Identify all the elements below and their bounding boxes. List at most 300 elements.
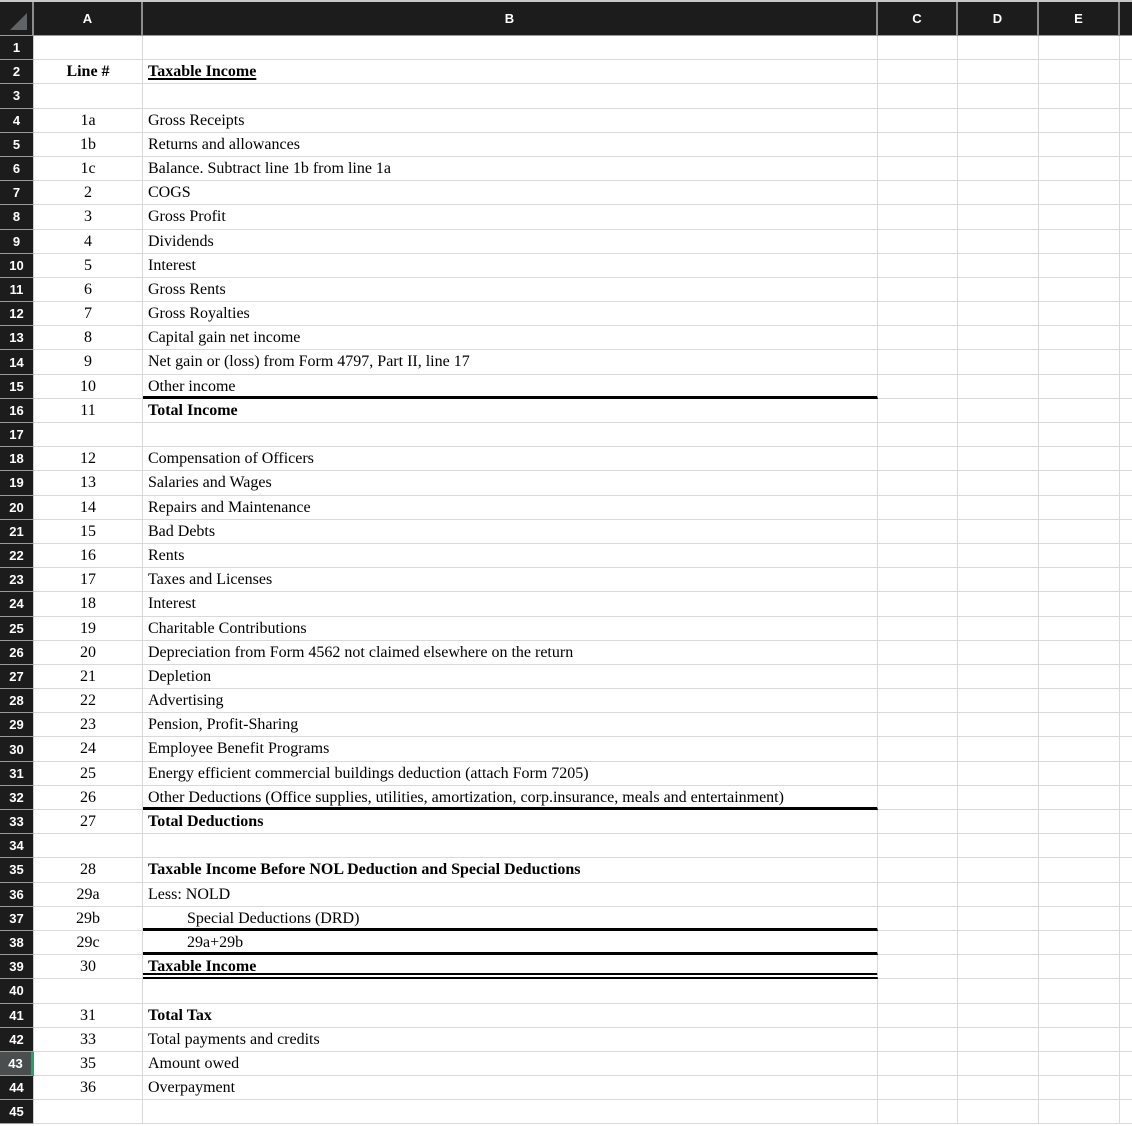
- row-header[interactable]: 25: [0, 617, 34, 641]
- cell-f7[interactable]: [1120, 181, 1132, 205]
- cell-e9[interactable]: [1039, 230, 1120, 254]
- cell-b38[interactable]: 29a+29b: [143, 931, 878, 955]
- cell-c17[interactable]: [878, 423, 958, 447]
- cell-e8[interactable]: [1039, 205, 1120, 229]
- cell-a36[interactable]: 29a: [34, 883, 143, 907]
- cell-a43[interactable]: 35: [34, 1052, 143, 1076]
- cell-d23[interactable]: [958, 568, 1039, 592]
- cell-d5[interactable]: [958, 133, 1039, 157]
- cell-a30[interactable]: 24: [34, 737, 143, 761]
- cell-c25[interactable]: [878, 617, 958, 641]
- row-header[interactable]: 27: [0, 665, 34, 689]
- cell-e18[interactable]: [1039, 447, 1120, 471]
- cell-c32[interactable]: [878, 786, 958, 810]
- cell-c22[interactable]: [878, 544, 958, 568]
- cell-e39[interactable]: [1039, 955, 1120, 979]
- row-header[interactable]: 14: [0, 350, 34, 374]
- column-header-b[interactable]: B: [143, 2, 878, 35]
- row-header[interactable]: 33: [0, 810, 34, 834]
- cell-c6[interactable]: [878, 157, 958, 181]
- cell-c4[interactable]: [878, 109, 958, 133]
- cell-f32[interactable]: [1120, 786, 1132, 810]
- row-header[interactable]: 3: [0, 84, 34, 108]
- cell-e28[interactable]: [1039, 689, 1120, 713]
- cell-a7[interactable]: 2: [34, 181, 143, 205]
- cell-d18[interactable]: [958, 447, 1039, 471]
- column-header-partial[interactable]: [1120, 2, 1132, 35]
- row-header[interactable]: 44: [0, 1076, 34, 1100]
- cell-a9[interactable]: 4: [34, 230, 143, 254]
- row-header[interactable]: 7: [0, 181, 34, 205]
- cell-d45[interactable]: [958, 1100, 1039, 1124]
- cell-a11[interactable]: 6: [34, 278, 143, 302]
- cell-e10[interactable]: [1039, 254, 1120, 278]
- cell-b9[interactable]: Dividends: [143, 230, 878, 254]
- row-header[interactable]: 4: [0, 109, 34, 133]
- cell-c35[interactable]: [878, 858, 958, 882]
- row-header[interactable]: 19: [0, 471, 34, 495]
- cell-c43[interactable]: [878, 1052, 958, 1076]
- cell-d1[interactable]: [958, 36, 1039, 60]
- cell-b12[interactable]: Gross Royalties: [143, 302, 878, 326]
- cell-e3[interactable]: [1039, 84, 1120, 108]
- cell-c40[interactable]: [878, 979, 958, 1003]
- cell-d14[interactable]: [958, 350, 1039, 374]
- cell-d17[interactable]: [958, 423, 1039, 447]
- cell-d13[interactable]: [958, 326, 1039, 350]
- cell-a12[interactable]: 7: [34, 302, 143, 326]
- cell-e4[interactable]: [1039, 109, 1120, 133]
- cell-c7[interactable]: [878, 181, 958, 205]
- cell-d41[interactable]: [958, 1004, 1039, 1028]
- cell-b17[interactable]: [143, 423, 878, 447]
- cell-b29[interactable]: Pension, Profit-Sharing: [143, 713, 878, 737]
- cell-a41[interactable]: 31: [34, 1004, 143, 1028]
- row-header[interactable]: 42: [0, 1028, 34, 1052]
- cell-b6[interactable]: Balance. Subtract line 1b from line 1a: [143, 157, 878, 181]
- cell-b4[interactable]: Gross Receipts: [143, 109, 878, 133]
- cell-c36[interactable]: [878, 883, 958, 907]
- cell-f45[interactable]: [1120, 1100, 1132, 1124]
- cell-a2[interactable]: Line #: [34, 60, 143, 84]
- row-header[interactable]: 41: [0, 1004, 34, 1028]
- cell-b32[interactable]: Other Deductions (Office supplies, utilities, amortization, corp.insurance, meals and entertainment): [143, 786, 878, 810]
- row-header[interactable]: 29: [0, 713, 34, 737]
- cell-b26[interactable]: Depreciation from Form 4562 not claimed elsewhere on the return: [143, 641, 878, 665]
- cell-a17[interactable]: [34, 423, 143, 447]
- cell-a18[interactable]: 12: [34, 447, 143, 471]
- select-all-corner[interactable]: [0, 2, 34, 35]
- cell-c11[interactable]: [878, 278, 958, 302]
- cell-d44[interactable]: [958, 1076, 1039, 1100]
- cell-a4[interactable]: 1a: [34, 109, 143, 133]
- cell-f26[interactable]: [1120, 641, 1132, 665]
- row-header[interactable]: 22: [0, 544, 34, 568]
- cell-b22[interactable]: Rents: [143, 544, 878, 568]
- cell-c28[interactable]: [878, 689, 958, 713]
- row-header[interactable]: 26: [0, 641, 34, 665]
- cell-d28[interactable]: [958, 689, 1039, 713]
- cell-a8[interactable]: 3: [34, 205, 143, 229]
- row-header[interactable]: 24: [0, 592, 34, 616]
- cell-d29[interactable]: [958, 713, 1039, 737]
- row-header[interactable]: 8: [0, 205, 34, 229]
- cell-b8[interactable]: Gross Profit: [143, 205, 878, 229]
- cell-c1[interactable]: [878, 36, 958, 60]
- cell-a31[interactable]: 25: [34, 762, 143, 786]
- cell-e5[interactable]: [1039, 133, 1120, 157]
- row-header[interactable]: 10: [0, 254, 34, 278]
- cell-f31[interactable]: [1120, 762, 1132, 786]
- cell-b3[interactable]: [143, 84, 878, 108]
- cell-b24[interactable]: Interest: [143, 592, 878, 616]
- cell-b30[interactable]: Employee Benefit Programs: [143, 737, 878, 761]
- cell-d7[interactable]: [958, 181, 1039, 205]
- cell-b13[interactable]: Capital gain net income: [143, 326, 878, 350]
- cell-d15[interactable]: [958, 375, 1039, 399]
- cell-c14[interactable]: [878, 350, 958, 374]
- cell-f34[interactable]: [1120, 834, 1132, 858]
- cell-e26[interactable]: [1039, 641, 1120, 665]
- row-header[interactable]: 37: [0, 907, 34, 931]
- cell-c19[interactable]: [878, 471, 958, 495]
- cell-f10[interactable]: [1120, 254, 1132, 278]
- cell-f16[interactable]: [1120, 399, 1132, 423]
- cell-d3[interactable]: [958, 84, 1039, 108]
- row-header[interactable]: 35: [0, 858, 34, 882]
- cell-c18[interactable]: [878, 447, 958, 471]
- cell-e44[interactable]: [1039, 1076, 1120, 1100]
- column-header-d[interactable]: D: [958, 2, 1039, 35]
- cell-c21[interactable]: [878, 520, 958, 544]
- cell-f23[interactable]: [1120, 568, 1132, 592]
- cell-e40[interactable]: [1039, 979, 1120, 1003]
- cell-e11[interactable]: [1039, 278, 1120, 302]
- cell-e32[interactable]: [1039, 786, 1120, 810]
- cell-b40[interactable]: [143, 979, 878, 1003]
- cell-e1[interactable]: [1039, 36, 1120, 60]
- cell-e24[interactable]: [1039, 592, 1120, 616]
- cell-f43[interactable]: [1120, 1052, 1132, 1076]
- cell-f40[interactable]: [1120, 979, 1132, 1003]
- cell-b18[interactable]: Compensation of Officers: [143, 447, 878, 471]
- cell-a32[interactable]: 26: [34, 786, 143, 810]
- cell-f20[interactable]: [1120, 496, 1132, 520]
- row-header[interactable]: 6: [0, 157, 34, 181]
- cell-e38[interactable]: [1039, 931, 1120, 955]
- cell-b27[interactable]: Depletion: [143, 665, 878, 689]
- cell-a21[interactable]: 15: [34, 520, 143, 544]
- cell-f8[interactable]: [1120, 205, 1132, 229]
- cell-c34[interactable]: [878, 834, 958, 858]
- cell-f19[interactable]: [1120, 471, 1132, 495]
- cell-a35[interactable]: 28: [34, 858, 143, 882]
- row-header[interactable]: 32: [0, 786, 34, 810]
- cell-e35[interactable]: [1039, 858, 1120, 882]
- cell-d33[interactable]: [958, 810, 1039, 834]
- row-header[interactable]: 31: [0, 762, 34, 786]
- cell-a22[interactable]: 16: [34, 544, 143, 568]
- cell-a6[interactable]: 1c: [34, 157, 143, 181]
- cell-b31[interactable]: Energy efficient commercial buildings deduction (attach Form 7205): [143, 762, 878, 786]
- cell-e27[interactable]: [1039, 665, 1120, 689]
- cell-d38[interactable]: [958, 931, 1039, 955]
- cell-c45[interactable]: [878, 1100, 958, 1124]
- cell-e7[interactable]: [1039, 181, 1120, 205]
- cell-f9[interactable]: [1120, 230, 1132, 254]
- column-header-a[interactable]: A: [34, 2, 143, 35]
- cell-c8[interactable]: [878, 205, 958, 229]
- cell-f17[interactable]: [1120, 423, 1132, 447]
- row-header[interactable]: 18: [0, 447, 34, 471]
- cell-a26[interactable]: 20: [34, 641, 143, 665]
- row-header[interactable]: 23: [0, 568, 34, 592]
- cell-f4[interactable]: [1120, 109, 1132, 133]
- cell-e23[interactable]: [1039, 568, 1120, 592]
- cell-d16[interactable]: [958, 399, 1039, 423]
- cell-c5[interactable]: [878, 133, 958, 157]
- cell-f42[interactable]: [1120, 1028, 1132, 1052]
- cell-a3[interactable]: [34, 84, 143, 108]
- cell-a10[interactable]: 5: [34, 254, 143, 278]
- cell-c12[interactable]: [878, 302, 958, 326]
- cell-e34[interactable]: [1039, 834, 1120, 858]
- cell-e36[interactable]: [1039, 883, 1120, 907]
- row-header[interactable]: 5: [0, 133, 34, 157]
- cell-f22[interactable]: [1120, 544, 1132, 568]
- cell-b15[interactable]: Other income: [143, 375, 878, 399]
- cell-c23[interactable]: [878, 568, 958, 592]
- cell-a13[interactable]: 8: [34, 326, 143, 350]
- row-header[interactable]: 15: [0, 375, 34, 399]
- cell-c42[interactable]: [878, 1028, 958, 1052]
- row-header[interactable]: 34: [0, 834, 34, 858]
- cell-a5[interactable]: 1b: [34, 133, 143, 157]
- cell-f37[interactable]: [1120, 907, 1132, 931]
- cell-e2[interactable]: [1039, 60, 1120, 84]
- cell-f25[interactable]: [1120, 617, 1132, 641]
- cell-c29[interactable]: [878, 713, 958, 737]
- cell-c15[interactable]: [878, 375, 958, 399]
- cell-c30[interactable]: [878, 737, 958, 761]
- cell-f14[interactable]: [1120, 350, 1132, 374]
- cell-d40[interactable]: [958, 979, 1039, 1003]
- cell-f15[interactable]: [1120, 375, 1132, 399]
- cell-e43[interactable]: [1039, 1052, 1120, 1076]
- column-header-c[interactable]: C: [878, 2, 958, 35]
- cell-c13[interactable]: [878, 326, 958, 350]
- cell-b45[interactable]: [143, 1100, 878, 1124]
- cell-e41[interactable]: [1039, 1004, 1120, 1028]
- cell-a40[interactable]: [34, 979, 143, 1003]
- cell-f28[interactable]: [1120, 689, 1132, 713]
- cell-e6[interactable]: [1039, 157, 1120, 181]
- cell-a44[interactable]: 36: [34, 1076, 143, 1100]
- row-header[interactable]: 13: [0, 326, 34, 350]
- cell-d37[interactable]: [958, 907, 1039, 931]
- cell-a27[interactable]: 21: [34, 665, 143, 689]
- cell-c9[interactable]: [878, 230, 958, 254]
- cell-e17[interactable]: [1039, 423, 1120, 447]
- cell-a33[interactable]: 27: [34, 810, 143, 834]
- cell-e16[interactable]: [1039, 399, 1120, 423]
- cell-b19[interactable]: Salaries and Wages: [143, 471, 878, 495]
- cell-a20[interactable]: 14: [34, 496, 143, 520]
- cell-f3[interactable]: [1120, 84, 1132, 108]
- cell-b39[interactable]: Taxable Income: [143, 955, 878, 979]
- cell-f36[interactable]: [1120, 883, 1132, 907]
- cell-c2[interactable]: [878, 60, 958, 84]
- cell-d19[interactable]: [958, 471, 1039, 495]
- cell-c38[interactable]: [878, 931, 958, 955]
- cell-b42[interactable]: Total payments and credits: [143, 1028, 878, 1052]
- cell-c20[interactable]: [878, 496, 958, 520]
- cell-d32[interactable]: [958, 786, 1039, 810]
- cell-d36[interactable]: [958, 883, 1039, 907]
- row-header[interactable]: 1: [0, 36, 34, 60]
- cell-a23[interactable]: 17: [34, 568, 143, 592]
- cell-a45[interactable]: [34, 1100, 143, 1124]
- cell-a39[interactable]: 30: [34, 955, 143, 979]
- cell-e25[interactable]: [1039, 617, 1120, 641]
- cell-f27[interactable]: [1120, 665, 1132, 689]
- cell-d24[interactable]: [958, 592, 1039, 616]
- cell-c10[interactable]: [878, 254, 958, 278]
- column-header-e[interactable]: E: [1039, 2, 1120, 35]
- row-header[interactable]: 12: [0, 302, 34, 326]
- row-header[interactable]: 17: [0, 423, 34, 447]
- cell-d26[interactable]: [958, 641, 1039, 665]
- cell-d35[interactable]: [958, 858, 1039, 882]
- cell-a19[interactable]: 13: [34, 471, 143, 495]
- cell-b36[interactable]: Less: NOLD: [143, 883, 878, 907]
- cell-f2[interactable]: [1120, 60, 1132, 84]
- cell-f33[interactable]: [1120, 810, 1132, 834]
- cell-f29[interactable]: [1120, 713, 1132, 737]
- cell-b1[interactable]: [143, 36, 878, 60]
- cell-d27[interactable]: [958, 665, 1039, 689]
- cell-d21[interactable]: [958, 520, 1039, 544]
- cell-b44[interactable]: Overpayment: [143, 1076, 878, 1100]
- cell-a1[interactable]: [34, 36, 143, 60]
- cell-d20[interactable]: [958, 496, 1039, 520]
- cell-f41[interactable]: [1120, 1004, 1132, 1028]
- cell-e14[interactable]: [1039, 350, 1120, 374]
- row-header[interactable]: 36: [0, 883, 34, 907]
- cell-e29[interactable]: [1039, 713, 1120, 737]
- cell-b41[interactable]: Total Tax: [143, 1004, 878, 1028]
- row-header[interactable]: 21: [0, 520, 34, 544]
- row-header[interactable]: 9: [0, 230, 34, 254]
- cell-d43[interactable]: [958, 1052, 1039, 1076]
- cell-c33[interactable]: [878, 810, 958, 834]
- cell-f44[interactable]: [1120, 1076, 1132, 1100]
- cell-b11[interactable]: Gross Rents: [143, 278, 878, 302]
- cell-d6[interactable]: [958, 157, 1039, 181]
- cell-e13[interactable]: [1039, 326, 1120, 350]
- row-header[interactable]: 16: [0, 399, 34, 423]
- cell-b25[interactable]: Charitable Contributions: [143, 617, 878, 641]
- cell-e42[interactable]: [1039, 1028, 1120, 1052]
- cell-b23[interactable]: Taxes and Licenses: [143, 568, 878, 592]
- row-header[interactable]: 38: [0, 931, 34, 955]
- cell-a24[interactable]: 18: [34, 592, 143, 616]
- row-header[interactable]: 40: [0, 979, 34, 1003]
- row-header[interactable]: 28: [0, 689, 34, 713]
- cell-c44[interactable]: [878, 1076, 958, 1100]
- cell-a15[interactable]: 10: [34, 375, 143, 399]
- row-header-selected[interactable]: 43: [0, 1052, 34, 1076]
- cell-b34[interactable]: [143, 834, 878, 858]
- cell-d25[interactable]: [958, 617, 1039, 641]
- cell-d12[interactable]: [958, 302, 1039, 326]
- cell-d22[interactable]: [958, 544, 1039, 568]
- cell-a16[interactable]: 11: [34, 399, 143, 423]
- cell-d42[interactable]: [958, 1028, 1039, 1052]
- cell-e12[interactable]: [1039, 302, 1120, 326]
- cell-d4[interactable]: [958, 109, 1039, 133]
- cell-e21[interactable]: [1039, 520, 1120, 544]
- cell-c31[interactable]: [878, 762, 958, 786]
- cell-c26[interactable]: [878, 641, 958, 665]
- cell-e31[interactable]: [1039, 762, 1120, 786]
- cell-a42[interactable]: 33: [34, 1028, 143, 1052]
- row-header[interactable]: 20: [0, 496, 34, 520]
- cell-b2[interactable]: [143, 60, 878, 84]
- row-header[interactable]: 11: [0, 278, 34, 302]
- cell-b21[interactable]: Bad Debts: [143, 520, 878, 544]
- cell-a37[interactable]: 29b: [34, 907, 143, 931]
- cell-e19[interactable]: [1039, 471, 1120, 495]
- cell-b33[interactable]: Total Deductions: [143, 810, 878, 834]
- cell-c27[interactable]: [878, 665, 958, 689]
- cell-e45[interactable]: [1039, 1100, 1120, 1124]
- cell-f11[interactable]: [1120, 278, 1132, 302]
- cell-b14[interactable]: Net gain or (loss) from Form 4797, Part II, line 17: [143, 350, 878, 374]
- cell-b28[interactable]: Advertising: [143, 689, 878, 713]
- cell-d2[interactable]: [958, 60, 1039, 84]
- cell-f13[interactable]: [1120, 326, 1132, 350]
- cell-e22[interactable]: [1039, 544, 1120, 568]
- cell-a14[interactable]: 9: [34, 350, 143, 374]
- cell-f12[interactable]: [1120, 302, 1132, 326]
- cell-e20[interactable]: [1039, 496, 1120, 520]
- cell-a34[interactable]: [34, 834, 143, 858]
- cell-b16[interactable]: Total Income: [143, 399, 878, 423]
- row-header[interactable]: 2: [0, 60, 34, 84]
- cell-d8[interactable]: [958, 205, 1039, 229]
- cell-f6[interactable]: [1120, 157, 1132, 181]
- cell-c37[interactable]: [878, 907, 958, 931]
- cell-f18[interactable]: [1120, 447, 1132, 471]
- cell-b5[interactable]: Returns and allowances: [143, 133, 878, 157]
- cell-f21[interactable]: [1120, 520, 1132, 544]
- cell-f38[interactable]: [1120, 931, 1132, 955]
- cell-b43[interactable]: Amount owed: [143, 1052, 878, 1076]
- cell-e33[interactable]: [1039, 810, 1120, 834]
- cell-b7[interactable]: COGS: [143, 181, 878, 205]
- cell-b20[interactable]: Repairs and Maintenance: [143, 496, 878, 520]
- cell-c16[interactable]: [878, 399, 958, 423]
- cell-d39[interactable]: [958, 955, 1039, 979]
- row-header[interactable]: 39: [0, 955, 34, 979]
- cell-f5[interactable]: [1120, 133, 1132, 157]
- cell-f35[interactable]: [1120, 858, 1132, 882]
- cell-d9[interactable]: [958, 230, 1039, 254]
- cell-c39[interactable]: [878, 955, 958, 979]
- cell-f1[interactable]: [1120, 36, 1132, 60]
- cell-d31[interactable]: [958, 762, 1039, 786]
